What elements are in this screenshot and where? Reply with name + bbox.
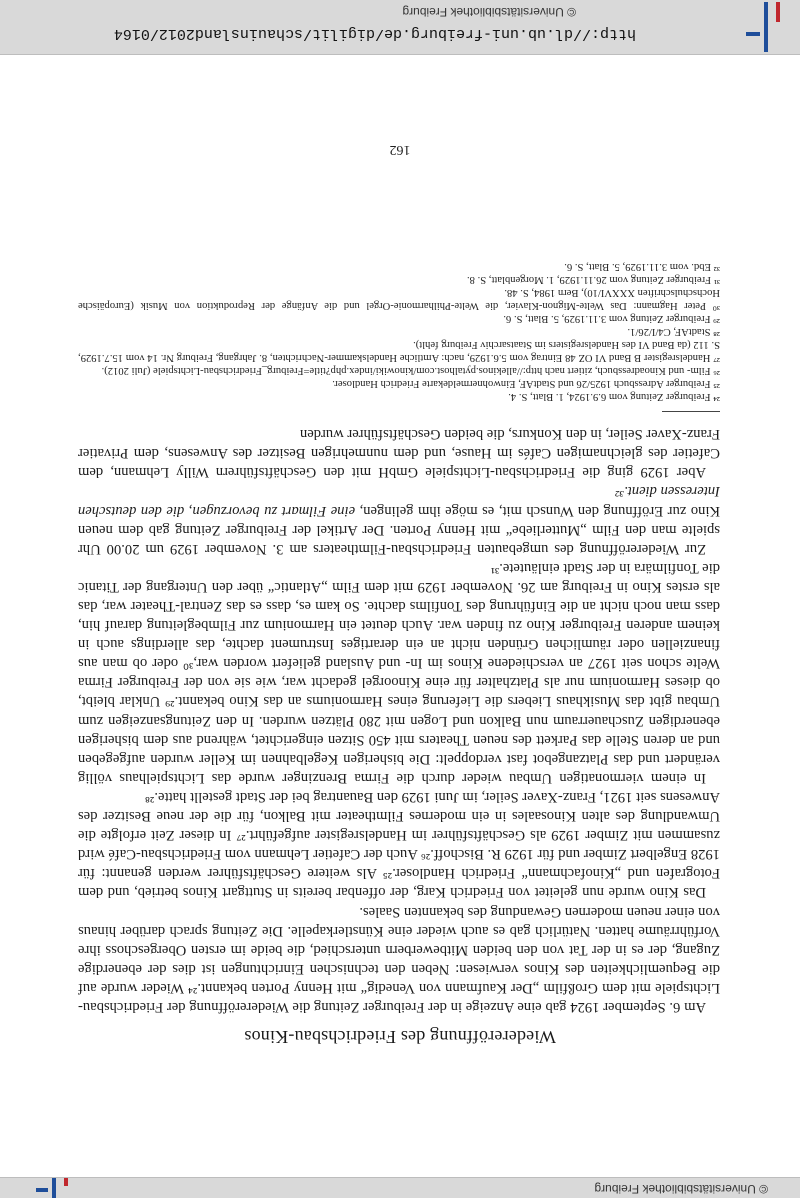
top-credit: © Universitätsbibliothek Freiburg <box>594 1182 768 1196</box>
footnote: ³² Ebd. vom 3.11.1929, 5. Blatt, S. 6. <box>564 261 720 273</box>
section-title: Wiedereröffnung des Friedrichsbau-Kinos <box>244 1027 556 1047</box>
footnotes <box>78 260 720 403</box>
footnote: ²⁸ StadtAF, C4/I/26/1. <box>627 326 720 338</box>
document-page <box>60 90 740 1160</box>
footnote: ²⁵ Freiburger Adressbuch 1925/26 und StadtAF, Einwohnermeldekarte Friedrich Handloser. <box>332 378 720 390</box>
paragraph-3 <box>78 558 720 787</box>
footnote: ²⁶ Film- und Kinoadressbuch, zitiert nach http://allekinos.pytalhost.com/kinowiki/index.php?title=Freiburg_Friedrichsbau-Lichtspiele (Juli 2012). <box>101 365 720 377</box>
library-logo-icon <box>732 2 792 52</box>
footnote: ³¹ Freiburger Zeitung vom 26.11.1929, 1. Morgenblatt, S. 8. <box>466 274 720 286</box>
paragraph-2 <box>78 787 720 902</box>
paragraph-5-text: Aber 1929 ging die Friedrichsbau-Lichtspiele GmbH mit den Geschäftsführern Willy Lehmann, dem Cafetier des gleichnamigen Cafés im Hause, und dem nunmehrigen Besitzer des Anwesens, dem Privatier Franz-Xaver Seiler, in den Konkurs, die beiden Geschäftsführer wurden <box>78 426 720 481</box>
library-logo-icon <box>18 1178 78 1198</box>
footnote-separator <box>662 411 720 412</box>
paragraph-4-text: Zur Wiedereröffnung des umgebauten Friedrichsbau-Filmtheaters am 3. November 1929 um 20.00 Uhr spielte man den Film „Mutterliebe“ mit Henny Porten. Der Artikel der Freiburger Zeitung gab dem neuen Kino zur Eröffnung den Wunsch mit, es möge ihm gelingen, <box>78 502 720 557</box>
top-bar <box>0 1177 800 1198</box>
bottom-credit: © Universitätsbibliothek Freiburg <box>402 5 576 19</box>
footnote: ³⁰ Peter Hagmann: Das Welte-Mignon-Klavier, die Welte-Philharmonie-Orgel und die Anfänge der Reproduktion von Musik (Europäische Hochschulschriften XXXVI/10), Bern 1984, S. 48. <box>78 287 720 312</box>
footnote: ²⁷ Handelsregister B Band VI OZ 48 Eintrag vom 5.6.1929, nach: Amtliche Handelskammer-Nachrichten, 8. Jahrgang, Freiburg Nr. 14 vom 15.7.1929, S. 112 (da Band VI des Handelsregisters im Staatsarchiv Freiburg fehlt). <box>78 339 720 364</box>
body-text <box>78 424 720 1016</box>
paragraph-2-text: Das Kino wurde nun geleitet von Friedrich Karg, der offenbar bereits in Stuttgart Kinos betrieb, und dem Fotografen und „Kinofachmann“ Friedrich Handloser.²⁵ Als weitere Geschäftsführer werden genannt: für 1928 Engelbert Zimber und für 1929 R. Bischoff.²⁶ Auch der Cafetier Lehmann vom Friedrichsbau-Café wird zusammen mit Zimber 1929 als Geschäftsführer im Handelsregister aufgeführt.²⁷ In dieser Zeit erfolgte die Umwandlung des alten Kinosaales in ein modernes Filmtheater mit Balkon, für die der neue Besitzer des Anwesens seit 1921, Franz-Xaver Seiler, im Juni 1929 den Bauantrag bei der Stadt gestellt hatte.²⁸ <box>78 788 720 901</box>
footnote: ²⁴ Freiburger Zeitung vom 6.9.1924, 1. Blatt, S. 4. <box>508 391 720 403</box>
footnote: ²⁹ Freiburger Zeitung vom 3.11.1929, 5. Blatt, S. 6. <box>503 313 720 325</box>
paragraph-4 <box>78 481 720 557</box>
paragraph-5 <box>78 424 720 481</box>
page-number: 162 <box>389 142 411 157</box>
paragraph-3-text: In einem viermonatigen Umbau wieder durch die Firma Brenzinger wurde das Lichtspielhaus völlig verändert und das Platzangebot fast verdoppelt: Die bisherigen Kegelbahnen im Keller wurden aufgegeben und an deren Stelle das Parkett des neuen Theaters mit 450 Sitzen eingerichtet, während aus dem bisherigen ebenerdigen Zuschauerraum nun Balkon und Logen mit 280 Plätzen wurden. In den Zeitungsanzeigen zum Umbau gibt das Musikhaus Liebers die Lieferung eines Harmoniums an das Kino bekannt.²⁹ Unklar bleibt, ob dieses Harmonium nur als Platzhalter für eine Kinoorgel gedacht war, wie sie von der Freiburger Firma Welte schon seit 1927 an verschiedene Kinos im In- und Ausland geliefert worden war,³⁰ oder ob man aus finanziellen oder räumlichen Gründen nicht an ein derartiges Instrument dachte, das allerdings auch in keinem anderen Freiburger Kino zu finden war. Auch deutet ein Harmonium zur Filmbegleitung darauf hin, dass man noch nicht an die Einführung des Tonfilms dachte. So kam es, dass es das Zentral-Theater war, das als erstes Kino in Freiburg am 26. November 1929 mit dem Film „Atlantic“ über den Untergang der Titanic die Tonfilmära in der Stadt einläutete.³¹ <box>78 559 720 786</box>
paragraph-1 <box>78 901 720 1016</box>
paragraph-1-text: Am 6. September 1924 gab eine Anzeige in der Freiburger Zeitung die Wiedereröffnung der Friedrichsbau-Lichtspiele mit dem Großfilm „Der Kaufmann von Venedig“ mit Henny Porten bekannt.²⁴ Wieder wurde auf die Bequemlichkeiten des Kinos verwiesen: Neben den technischen Einrichtungen ist dies der ebenerdige Zugang, der es in der Tat von den beiden Mitbewerbern unterschied, die beide im ersten Obergeschoss ihre Vorführräume hatten. Natürlich gab es auch wieder eine Künstlerkapelle. Die Zeitung sprach darüber hinaus von einer neuen modernen Gewandung des bekannten Saales. <box>78 903 720 1015</box>
document-url-link[interactable]: http://dl.ub.uni-freiburg.de/digilit/schauinsland2012/0164 <box>113 25 636 42</box>
bottom-bar <box>0 0 800 55</box>
paragraph-4-italic: eine Filmart zu bevorzugen, die den deutschen Interessen dient.³² <box>78 483 720 519</box>
